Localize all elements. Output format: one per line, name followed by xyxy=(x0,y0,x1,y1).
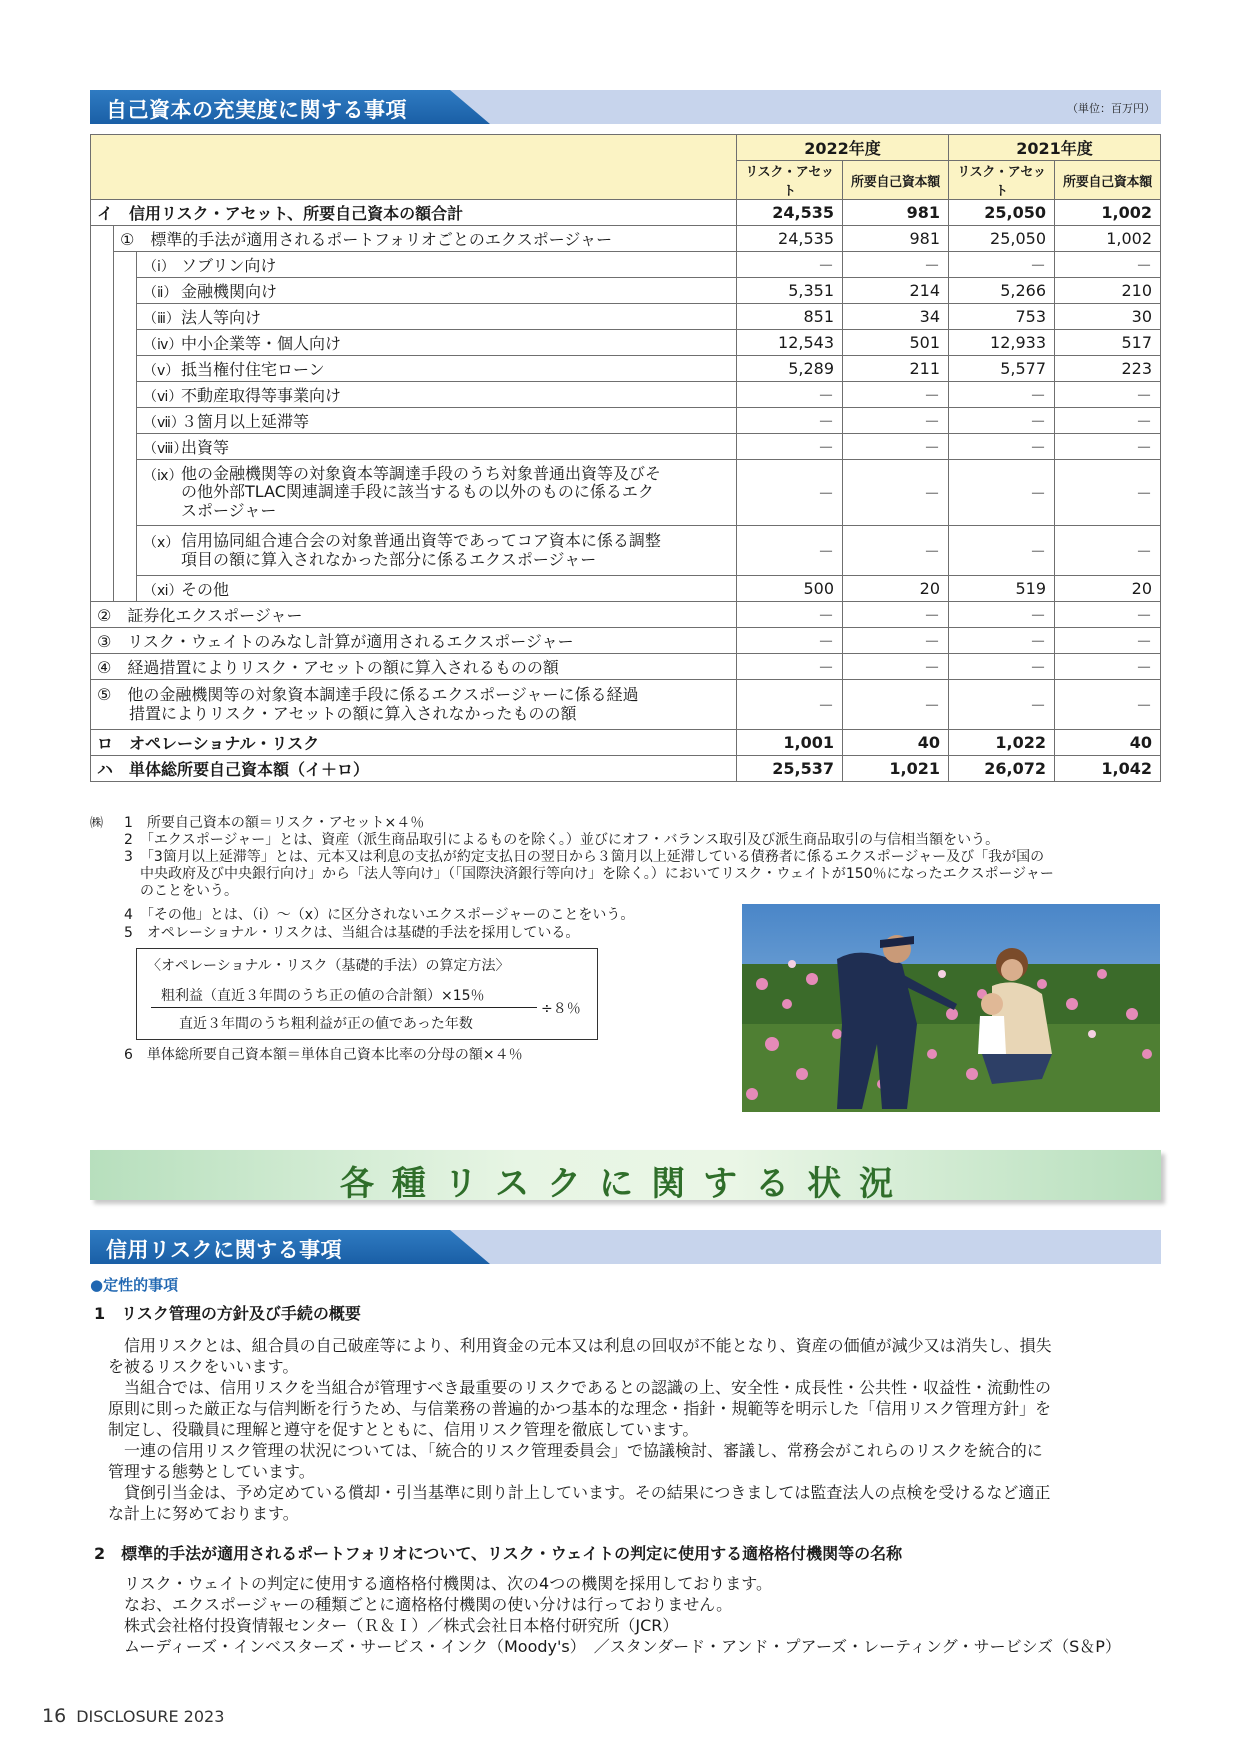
row-text-line: 他の金融機関等の対象資本等調達手段のうち対象普通出資等及びそ xyxy=(181,463,662,483)
formula-divisor: ÷８％ xyxy=(541,1001,581,1017)
cell-value: 25,537 xyxy=(737,756,843,782)
row-label xyxy=(137,576,737,602)
fraction-line xyxy=(151,1007,537,1008)
table-row xyxy=(91,576,1161,602)
cell-value: 519 xyxy=(949,576,1055,602)
paragraph-line: ムーディーズ・インベスターズ・サービス・インク（Moody's） ／スタンダード・アンド・プアーズ・レーティング・サービシズ（S＆P） xyxy=(124,1637,1121,1656)
section-title: 信用リスクに関する事項 xyxy=(106,1238,343,1262)
qualitative-label: ●定性的事項 xyxy=(90,1276,179,1294)
cell-value: － xyxy=(1055,628,1161,654)
cell-value: 5,266 xyxy=(949,278,1055,304)
note-3: 3 「3箇月以上延滞等」とは、元本又は利息の支払が約定支払日の翌日から３箇月以上延滞している債務者に係るエクスポージャー及び「我が国の xyxy=(124,849,1045,865)
col-required-capital: 所要自己資本額 xyxy=(1055,161,1161,200)
formula-title: 〈オペレーショナル・リスク（基礎的手法）の算定方法〉 xyxy=(147,958,510,974)
row-label xyxy=(137,252,737,278)
row-label xyxy=(91,680,737,730)
table-row xyxy=(91,602,1161,628)
cell-value: － xyxy=(1055,434,1161,460)
note-3-cont: のことをいう。 xyxy=(140,883,238,899)
cell-value: 24,535 xyxy=(737,226,843,252)
cell-value: 214 xyxy=(843,278,949,304)
roman-numeral: （ⅺ） xyxy=(143,583,183,599)
cell-value: 25,050 xyxy=(949,200,1055,226)
cell-value: － xyxy=(843,434,949,460)
cell-value: － xyxy=(949,460,1055,526)
row-text-line: 項目の額に算入されなかった部分に係るエクスポージャー xyxy=(181,549,597,569)
row-text-line: 措置によりリスク・アセットの額に算入されなかったものの額 xyxy=(97,703,577,723)
row-label: イ 信用リスク・アセット、所要自己資本の額合計 xyxy=(91,200,737,226)
cell-value: － xyxy=(1055,654,1161,680)
table-row xyxy=(91,730,1161,756)
row-label xyxy=(137,460,737,526)
row-text: 出資等 xyxy=(181,438,230,457)
table-row xyxy=(91,304,1161,330)
cell-value: － xyxy=(737,628,843,654)
row-label xyxy=(137,434,737,460)
note-3-cont: 中央政府及び中央銀行向け」から「法人等向け」（「国際決済銀行等向け」を除く。）においてリスク・ウェイトが150％になったエクスポージャー xyxy=(140,866,1054,882)
roman-numeral: （ⅹ） xyxy=(143,535,180,552)
table-row xyxy=(91,252,1161,278)
paragraph-line: 当組合では、信用リスクを当組合が管理すべき最重要のリスクであるとの認識の上、安全性・成長性・公共性・収益性・流動性の xyxy=(108,1378,1052,1397)
table-row xyxy=(91,434,1161,460)
capital-adequacy-table xyxy=(90,134,1161,782)
cell-value: － xyxy=(737,434,843,460)
paragraph-line: な計上に努めております。 xyxy=(108,1504,299,1523)
cell-value: 1,002 xyxy=(1055,226,1161,252)
cell-value: － xyxy=(949,654,1055,680)
row-text: 金融機関向け xyxy=(181,282,278,301)
heading-1: 1 リスク管理の方針及び手続の概要 xyxy=(94,1304,361,1323)
cell-value: 1,042 xyxy=(1055,756,1161,782)
row-text: その他 xyxy=(181,580,230,599)
cell-value: － xyxy=(949,526,1055,576)
row-text: 不動産取得等事業向け xyxy=(181,386,342,405)
col-required-capital: 所要自己資本額 xyxy=(843,161,949,200)
photo-illustration xyxy=(742,904,1160,1112)
note-5: 5 オペレーショナル・リスクは、当組合は基礎的手法を採用している。 xyxy=(124,925,580,941)
row-label xyxy=(137,382,737,408)
row-label xyxy=(137,408,737,434)
formula-denominator: 直近３年間のうち粗利益が正の値であった年数 xyxy=(179,1016,473,1032)
cell-value: 1,002 xyxy=(1055,200,1161,226)
cell-value: 5,289 xyxy=(737,356,843,382)
cell-value: 26,072 xyxy=(949,756,1055,782)
table-row xyxy=(91,330,1161,356)
roman-numeral: （ⅰ） xyxy=(143,259,175,275)
row-label: ロ オペレーショナル・リスク xyxy=(91,730,737,756)
col-risk-asset: リスク・アセット xyxy=(949,161,1055,200)
page-number: 16 xyxy=(42,1705,67,1727)
indent-cell xyxy=(91,226,114,602)
cell-value: － xyxy=(949,408,1055,434)
cell-value: 210 xyxy=(1055,278,1161,304)
row-text xyxy=(181,465,661,520)
cell-value: － xyxy=(843,680,949,730)
row-label xyxy=(137,526,737,576)
row-label: ④ 経過措置によりリスク・アセットの額に算入されるものの額 xyxy=(91,654,737,680)
cell-value: － xyxy=(1055,408,1161,434)
cell-value: － xyxy=(843,382,949,408)
note-mark: ㈱ xyxy=(90,816,104,831)
paragraph-line: 一連の信用リスク管理の状況については、「統合的リスク管理委員会」で協議検討、審議し、常務会がこれらのリスクを統合的に xyxy=(108,1441,1043,1460)
cell-value: 1,001 xyxy=(737,730,843,756)
row-text: 中小企業等・個人向け xyxy=(181,334,342,353)
cell-value: － xyxy=(949,628,1055,654)
cell-value: 1,022 xyxy=(949,730,1055,756)
cell-value: 25,050 xyxy=(949,226,1055,252)
table-row xyxy=(91,654,1161,680)
paragraph-line: 信用リスクとは、組合員の自己破産等により、利用資金の元本又は利息の回収が不能となり、資産の価値が減少又は消失し、損失 xyxy=(108,1336,1052,1355)
cell-value: － xyxy=(1055,252,1161,278)
roman-numeral: （ⅲ） xyxy=(143,311,180,327)
col-risk-asset: リスク・アセット xyxy=(737,161,843,200)
roman-numeral: （ⅶ） xyxy=(143,415,185,431)
paragraph-line: 貸倒引当金は、予め定めている償却・引当基準に則り計上しています。その結果につきましては監査法人の点検を受けるなど適正 xyxy=(108,1483,1051,1502)
indent-cell xyxy=(114,252,137,602)
paragraph-line: リスク・ウェイトの判定に使用する適格格付機関は、次の4つの機関を採用しております。 xyxy=(124,1574,772,1593)
table-row xyxy=(91,628,1161,654)
cell-value: － xyxy=(843,460,949,526)
note-4: 4 「その他」とは、（ⅰ）～（ⅹ）に区分されないエクスポージャーのことをいう。 xyxy=(124,907,635,923)
cell-value: － xyxy=(737,654,843,680)
paragraph-line: なお、エクスポージャーの種類ごとに適格格付機関の使い分けは行っておりません。 xyxy=(124,1595,733,1614)
banner-title: 各種リスクに関する状況 xyxy=(339,1164,912,1204)
row-text: ３箇月以上延滞等 xyxy=(181,412,310,431)
row-text: 抵当権付住宅ローン xyxy=(181,360,325,379)
cell-value: － xyxy=(737,252,843,278)
heading-2: 2 標準的手法が適用されるポートフォリオについて、リスク・ウェイトの判定に使用する適格格付機関等の名称 xyxy=(94,1544,903,1563)
row-text xyxy=(181,532,661,569)
year-header-2021: 2021年度 xyxy=(949,135,1161,161)
cell-value: － xyxy=(843,408,949,434)
cell-value: 34 xyxy=(843,304,949,330)
note-6: 6 単体総所要自己資本額＝単体自己資本比率の分母の額×４％ xyxy=(124,1047,523,1063)
cell-value: － xyxy=(843,252,949,278)
row-label: ① 標準的手法が適用されるポートフォリオごとのエクスポージャー xyxy=(114,226,737,252)
cell-value: － xyxy=(843,654,949,680)
cell-value: 753 xyxy=(949,304,1055,330)
cell-value: － xyxy=(949,602,1055,628)
cell-value: 12,933 xyxy=(949,330,1055,356)
section-title: 自己資本の充実度に関する事項 xyxy=(106,98,407,122)
unit-label: （単位：百万円） xyxy=(1067,102,1155,115)
cell-value: 20 xyxy=(843,576,949,602)
cell-value: － xyxy=(737,680,843,730)
roman-numeral: （ⅵ） xyxy=(143,389,183,405)
row-text: ソブリン向け xyxy=(181,256,277,275)
cell-value: － xyxy=(1055,526,1161,576)
cell-value: － xyxy=(843,602,949,628)
table-row xyxy=(91,200,1161,226)
paragraph-line: 原則に則った厳正な与信判断を行うため、与信業務の普遍的かつ基本的な理念・指針・規範等を明示した「信用リスク管理方針」を xyxy=(108,1399,1052,1418)
row-label xyxy=(137,356,737,382)
row-label: ② 証券化エクスポージャー xyxy=(91,602,737,628)
cell-value: － xyxy=(737,526,843,576)
note-2: 2 「エクスポージャー」とは、資産（派生商品取引によるものを除く。）並びにオフ・バランス取引及び派生商品取引の与信相当額をいう。 xyxy=(124,832,1000,848)
paragraph-line: 管理する態勢としています。 xyxy=(108,1462,315,1481)
page-footer xyxy=(42,1705,224,1727)
banner-risk-status xyxy=(90,1150,1161,1204)
cell-value: － xyxy=(1055,382,1161,408)
cell-value: 12,543 xyxy=(737,330,843,356)
paragraph-line: 制定し、役職員に理解と遵守を促すとともに、信用リスク管理を徹底しています。 xyxy=(108,1420,699,1439)
cell-value: － xyxy=(1055,680,1161,730)
row-text-line: スポージャー xyxy=(181,500,277,520)
table-corner xyxy=(91,135,737,200)
cell-value: － xyxy=(949,252,1055,278)
roman-numeral: （ⅷ） xyxy=(143,441,188,457)
paragraph-line: を被るリスクをいいます。 xyxy=(108,1357,299,1376)
note-1: 1 所要自己資本の額＝リスク・アセット×４％ xyxy=(124,815,425,831)
cell-value: 517 xyxy=(1055,330,1161,356)
cell-value: － xyxy=(1055,460,1161,526)
cell-value: － xyxy=(1055,602,1161,628)
table-row xyxy=(91,278,1161,304)
cell-value: － xyxy=(949,680,1055,730)
table-row xyxy=(91,226,1161,252)
cell-value: 501 xyxy=(843,330,949,356)
row-text-line: ⑤ 他の金融機関等の対象資本調達手段に係るエクスポージャーに係る経過 xyxy=(97,685,639,705)
table-row xyxy=(91,382,1161,408)
cell-value: 981 xyxy=(843,200,949,226)
table-row xyxy=(91,460,1161,526)
row-label xyxy=(137,278,737,304)
cell-value: － xyxy=(737,408,843,434)
row-text-line: 信用協同組合連合会の対象普通出資等であってコア資本に係る調整 xyxy=(181,531,661,551)
table-row xyxy=(91,526,1161,576)
cell-value: 40 xyxy=(843,730,949,756)
cell-value: 223 xyxy=(1055,356,1161,382)
table-row xyxy=(91,680,1161,730)
row-text-line: の他外部TLAC関連調達手段に該当するもの以外のものに係るエク xyxy=(181,482,654,502)
row-label: ハ 単体総所要自己資本額（イ＋ロ） xyxy=(91,756,737,782)
year-header-2022: 2022年度 xyxy=(737,135,949,161)
row-label: ③ リスク・ウェイトのみなし計算が適用されるエクスポージャー xyxy=(91,628,737,654)
paragraph-line: 株式会社格付投資情報センター（Ｒ＆Ｉ）／株式会社日本格付研究所（JCR） xyxy=(124,1616,679,1635)
cell-value: － xyxy=(737,382,843,408)
cell-value: － xyxy=(843,526,949,576)
row-label xyxy=(137,330,737,356)
footer-label: DISCLOSURE 2023 xyxy=(76,1707,225,1726)
cell-value: 5,577 xyxy=(949,356,1055,382)
cell-value: － xyxy=(949,382,1055,408)
formula-numerator: 粗利益（直近３年間のうち正の値の合計額）×15％ xyxy=(161,988,485,1004)
cell-value: － xyxy=(949,434,1055,460)
cell-value: 1,021 xyxy=(843,756,949,782)
formula-box xyxy=(136,948,598,1040)
cell-value: 211 xyxy=(843,356,949,382)
cell-value: 20 xyxy=(1055,576,1161,602)
cell-value: 851 xyxy=(737,304,843,330)
row-label xyxy=(137,304,737,330)
photo-police-family-flowers xyxy=(742,904,1160,1112)
cell-value: － xyxy=(737,460,843,526)
section-header-credit-risk xyxy=(90,1230,1161,1264)
row-text: 法人等向け xyxy=(181,308,262,327)
roman-numeral: （ⅸ） xyxy=(143,467,183,484)
cell-value: － xyxy=(737,602,843,628)
cell-value: 5,351 xyxy=(737,278,843,304)
table-row xyxy=(91,356,1161,382)
roman-numeral: （ⅴ） xyxy=(143,363,180,379)
cell-value: 30 xyxy=(1055,304,1161,330)
roman-numeral: （ⅱ） xyxy=(143,285,178,301)
cell-value: 40 xyxy=(1055,730,1161,756)
cell-value: － xyxy=(843,628,949,654)
cell-value: 24,535 xyxy=(737,200,843,226)
roman-numeral: （ⅳ） xyxy=(143,337,183,353)
table-row xyxy=(91,756,1161,782)
cell-value: 981 xyxy=(843,226,949,252)
table-row xyxy=(91,408,1161,434)
section-header-capital xyxy=(90,90,1161,124)
cell-value: 500 xyxy=(737,576,843,602)
